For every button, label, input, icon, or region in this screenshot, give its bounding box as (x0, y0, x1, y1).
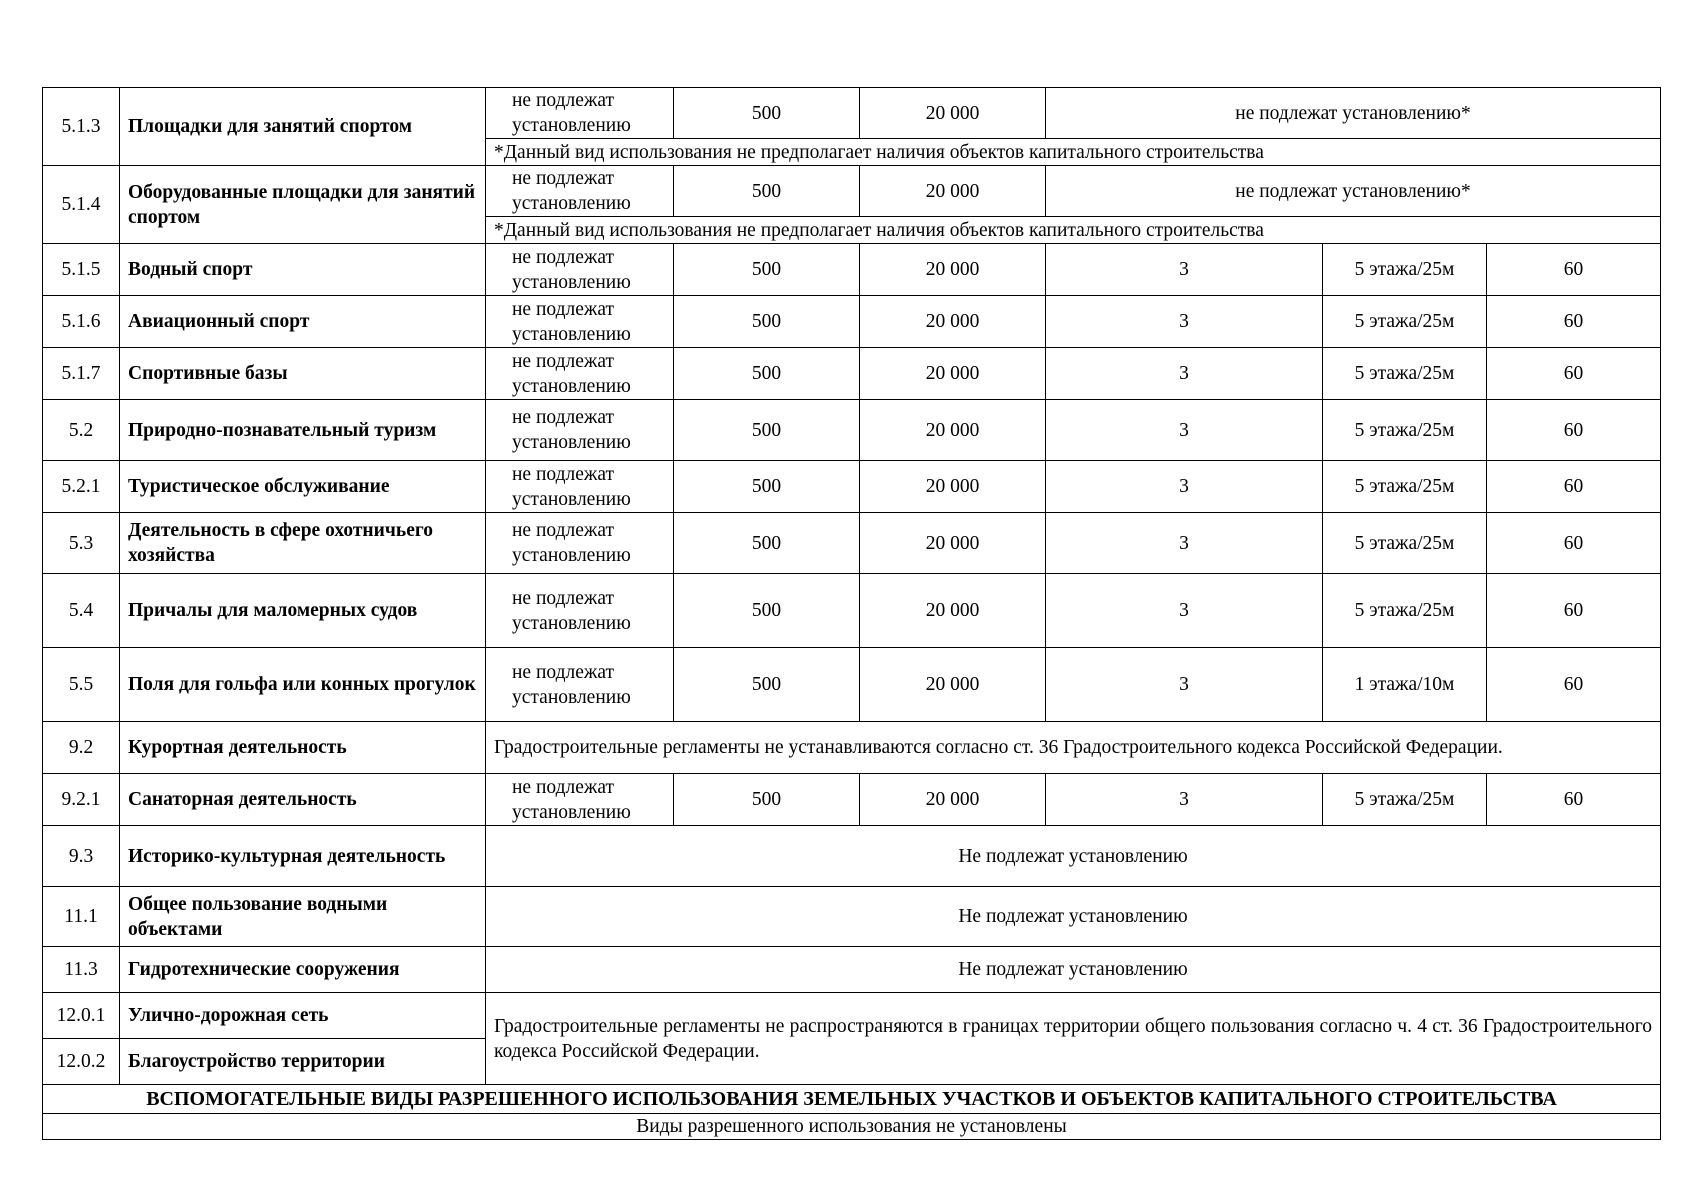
table-row (43, 774, 1661, 826)
row-code: 5.3 (43, 513, 120, 574)
floors-cell: 5 этажа/25м (1323, 513, 1487, 574)
merged-cell: Не подлежат установлению (486, 887, 1661, 947)
min-area-cell: не подлежат установлению (486, 348, 674, 400)
value-cell-2: 20 000 (860, 513, 1046, 574)
value-cell-2: 20 000 (860, 461, 1046, 513)
row-name: Авиационный спорт (120, 296, 486, 348)
value-cell-2: 20 000 (860, 88, 1046, 139)
row-name: Поля для гольфа или конных прогулок (120, 648, 486, 722)
value-cell-2: 20 000 (860, 244, 1046, 296)
table-row (43, 1114, 1661, 1140)
merged-cell: Не подлежат установлению (486, 947, 1661, 993)
row-name: Площадки для занятий спортом (120, 88, 486, 166)
table-row (43, 648, 1661, 722)
value-cell-2: 20 000 (860, 348, 1046, 400)
table-row (43, 826, 1661, 887)
row-code: 5.1.6 (43, 296, 120, 348)
row-name: Благоустройство территории (120, 1039, 486, 1085)
merged-cell: Не подлежат установлению (486, 826, 1661, 887)
value-cell-1: 500 (674, 244, 860, 296)
row-code: 11.3 (43, 947, 120, 993)
percent-cell: 60 (1487, 400, 1661, 461)
row-name: Историко-культурная деятельность (120, 826, 486, 887)
table-row (43, 88, 1661, 139)
min-area-cell: не подлежат установлению (486, 774, 674, 826)
min-area-cell: не подлежат установлению (486, 88, 674, 139)
floors-cell: 5 этажа/25м (1323, 461, 1487, 513)
min-area-cell: не подлежат установлению (486, 574, 674, 648)
value-cell-2: 20 000 (860, 774, 1046, 826)
percent-cell: 60 (1487, 461, 1661, 513)
merged-regulation-cell: Градостроительные регламенты не устанавливаются согласно ст. 36 Градостроительного кодекса Российской Федерации. (486, 722, 1661, 774)
indent-cell: 3 (1046, 461, 1323, 513)
table-row (43, 166, 1661, 217)
row-name: Природно-познавательный туризм (120, 400, 486, 461)
table-row (43, 887, 1661, 947)
floors-cell: 5 этажа/25м (1323, 348, 1487, 400)
value-cell-1: 500 (674, 513, 860, 574)
footnote-cell: *Данный вид использования не предполагает наличия объектов капитального строительства (486, 217, 1661, 244)
row-code: 9.2 (43, 722, 120, 774)
indent-cell: 3 (1046, 513, 1323, 574)
row-code: 5.4 (43, 574, 120, 648)
row-name: Причалы для маломерных судов (120, 574, 486, 648)
table-row (43, 947, 1661, 993)
merged-cell: не подлежат установлению* (1046, 88, 1661, 139)
row-code: 9.3 (43, 826, 120, 887)
value-cell-1: 500 (674, 88, 860, 139)
auxiliary-uses-value: Виды разрешенного использования не установлены (43, 1114, 1661, 1140)
table-row (43, 400, 1661, 461)
row-code: 5.1.7 (43, 348, 120, 400)
auxiliary-uses-heading: ВСПОМОГАТЕЛЬНЫЕ ВИДЫ РАЗРЕШЕННОГО ИСПОЛЬЗОВАНИЯ ЗЕМЕЛЬНЫХ УЧАСТКОВ И ОБЪЕКТОВ КАПИТАЛЬНОГО СТРОИТЕЛЬСТВА (43, 1085, 1661, 1114)
percent-cell: 60 (1487, 244, 1661, 296)
value-cell-2: 20 000 (860, 648, 1046, 722)
row-code: 5.2 (43, 400, 120, 461)
row-name: Общее пользование водными объектами (120, 887, 486, 947)
row-name: Спортивные базы (120, 348, 486, 400)
value-cell-2: 20 000 (860, 400, 1046, 461)
land-use-regulations-table (42, 87, 1661, 1140)
row-name: Улично-дорожная сеть (120, 993, 486, 1039)
value-cell-2: 20 000 (860, 166, 1046, 217)
merged-cell: не подлежат установлению* (1046, 166, 1661, 217)
table-row (43, 461, 1661, 513)
indent-cell: 3 (1046, 244, 1323, 296)
row-code: 12.0.1 (43, 993, 120, 1039)
indent-cell: 3 (1046, 648, 1323, 722)
indent-cell: 3 (1046, 296, 1323, 348)
percent-cell: 60 (1487, 296, 1661, 348)
row-code: 9.2.1 (43, 774, 120, 826)
floors-cell: 5 этажа/25м (1323, 296, 1487, 348)
section-heading-row (43, 1085, 1661, 1114)
table-row (43, 993, 1661, 1039)
floors-cell: 1 этажа/10м (1323, 648, 1487, 722)
indent-cell: 3 (1046, 400, 1323, 461)
value-cell-1: 500 (674, 648, 860, 722)
row-name: Гидротехнические сооружения (120, 947, 486, 993)
row-code: 5.2.1 (43, 461, 120, 513)
floors-cell: 5 этажа/25м (1323, 400, 1487, 461)
percent-cell: 60 (1487, 648, 1661, 722)
value-cell-2: 20 000 (860, 296, 1046, 348)
indent-cell: 3 (1046, 574, 1323, 648)
table-row (43, 348, 1661, 400)
indent-cell: 3 (1046, 348, 1323, 400)
value-cell-1: 500 (674, 574, 860, 648)
row-code: 5.1.3 (43, 88, 120, 166)
value-cell-1: 500 (674, 774, 860, 826)
value-cell-2: 20 000 (860, 574, 1046, 648)
min-area-cell: не подлежат установлению (486, 166, 674, 217)
min-area-cell: не подлежат установлению (486, 400, 674, 461)
percent-cell: 60 (1487, 348, 1661, 400)
row-name: Оборудованные площадки для занятий спортом (120, 166, 486, 244)
row-name: Санаторная деятельность (120, 774, 486, 826)
merged-regulation-cell: Градостроительные регламенты не распространяются в границах территории общего пользования согласно ч. 4 ст. 36 Градостроительного кодекса Российской Федерации. (486, 993, 1661, 1085)
min-area-cell: не подлежат установлению (486, 648, 674, 722)
floors-cell: 5 этажа/25м (1323, 244, 1487, 296)
row-code: 5.5 (43, 648, 120, 722)
min-area-cell: не подлежат установлению (486, 244, 674, 296)
indent-cell: 3 (1046, 774, 1323, 826)
value-cell-1: 500 (674, 348, 860, 400)
table-row (43, 244, 1661, 296)
row-name: Водный спорт (120, 244, 486, 296)
table-row (43, 722, 1661, 774)
percent-cell: 60 (1487, 774, 1661, 826)
row-name: Туристическое обслуживание (120, 461, 486, 513)
row-code: 11.1 (43, 887, 120, 947)
min-area-cell: не подлежат установлению (486, 461, 674, 513)
table-row (43, 513, 1661, 574)
min-area-cell: не подлежат установлению (486, 513, 674, 574)
floors-cell: 5 этажа/25м (1323, 774, 1487, 826)
row-code: 12.0.2 (43, 1039, 120, 1085)
table-row (43, 296, 1661, 348)
row-name: Деятельность в сфере охотничьего хозяйства (120, 513, 486, 574)
row-code: 5.1.5 (43, 244, 120, 296)
floors-cell: 5 этажа/25м (1323, 574, 1487, 648)
value-cell-1: 500 (674, 400, 860, 461)
value-cell-1: 500 (674, 166, 860, 217)
value-cell-1: 500 (674, 296, 860, 348)
row-code: 5.1.4 (43, 166, 120, 244)
value-cell-1: 500 (674, 461, 860, 513)
row-name: Курортная деятельность (120, 722, 486, 774)
footnote-cell: *Данный вид использования не предполагает наличия объектов капитального строительства (486, 139, 1661, 166)
percent-cell: 60 (1487, 574, 1661, 648)
min-area-cell: не подлежат установлению (486, 296, 674, 348)
percent-cell: 60 (1487, 513, 1661, 574)
table-row (43, 574, 1661, 648)
